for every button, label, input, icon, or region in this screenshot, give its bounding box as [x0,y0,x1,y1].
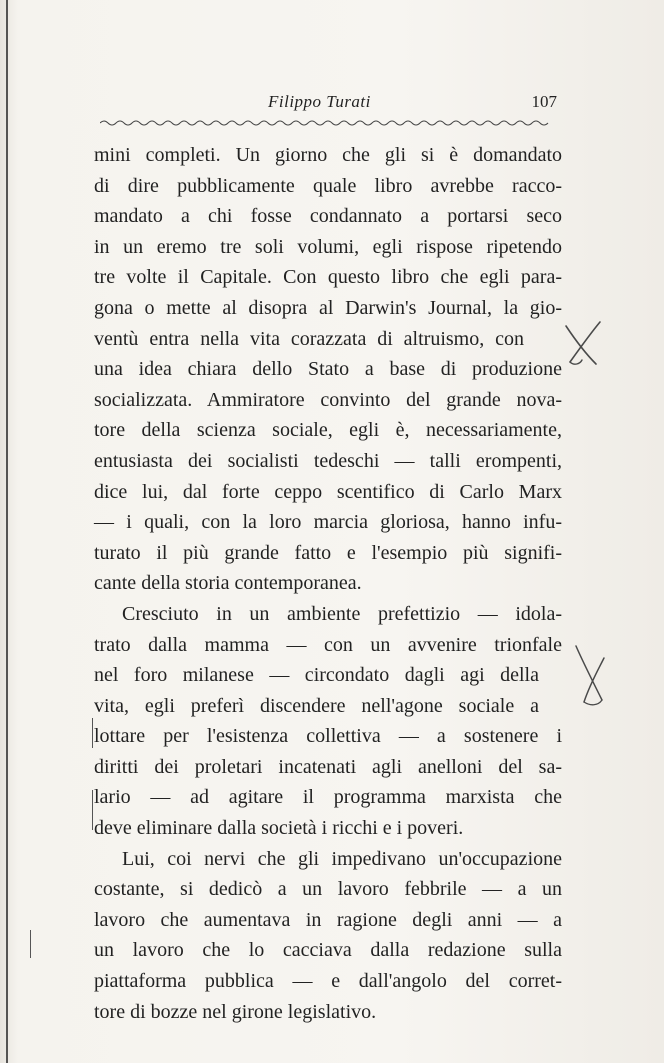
text-line: Cresciuto in un ambiente prefettizio — idola- [122,602,562,625]
paragraph [94,844,562,1028]
text-line: lottare per l'esistenza collettiva — a sostenere i [94,725,562,748]
running-head: Filippo Turati [268,92,371,111]
text-line: ventù entra nella vita corazzata di altruismo, con [94,327,524,350]
page-number: 107 [531,92,557,111]
text-line: turato il più grande fatto e l'esempio più signifi- [94,541,562,564]
text-line: piattaforma pubblica — e dall'angolo del corret- [94,970,562,993]
pencil-x-mark-icon [572,640,612,710]
text-line: di dire pubblicamente quale libro avrebbe racco- [94,174,562,197]
text-line: mandato a chi fosse condannato a portarsi seco [94,205,562,228]
text-line: costante, si dedicò a un lavoro febbrile — a un [94,878,562,901]
binding-edge [6,0,8,1063]
pencil-x-mark-icon [562,318,604,370]
page-header [100,90,565,120]
text-line: lario — ad agitare il programma marxista che [94,786,562,809]
text-line: Lui, coi nervi che gli impedivano un'occupazione [122,847,562,870]
text-line: deve eliminare dalla società i ricchi e i poveri. [94,817,464,840]
body-text [94,140,562,1027]
text-line: lavoro che aumentava in ragione degli anni — a [94,908,562,931]
margin-pencil-stroke [92,790,93,830]
text-line: nel foro milanese — circondato dagli agi della [94,664,539,687]
text-line: una idea chiara dello Stato a base di produzione [94,358,562,381]
margin-pencil-stroke [30,930,31,958]
text-line: dice lui, dal forte ceppo scentifico di Carlo Marx [94,480,562,503]
text-line: in un eremo tre soli volumi, egli rispose ripetendo [94,235,562,258]
text-line: cante della storia contemporanea. [94,572,362,595]
ornamental-wavy-rule [100,118,555,128]
text-line: diritti dei proletari incatenati agli anelloni del sa- [94,755,562,778]
text-line: socializzata. Ammiratore convinto del grande nova- [94,388,562,411]
text-line: entusiasta dei socialisti tedeschi — talli erompenti, [94,449,562,472]
text-line: — i quali, con la loro marcia gloriosa, hanno infu- [94,511,562,534]
margin-pencil-stroke [92,718,93,748]
text-line: gona o mette al disopra al Darwin's Journal, la gio- [94,296,562,319]
paragraph [94,140,562,599]
text-line: tore di bozze nel girone legislativo. [94,1000,377,1023]
text-line: tore della scienza sociale, egli è, necessariamente, [94,419,562,442]
text-line: mini completi. Un giorno che gli si è domandato [94,144,562,166]
text-line: tre volte il Capitale. Con questo libro che egli para- [94,266,562,289]
text-line: vita, egli preferì discendere nell'agone sociale a [94,694,539,717]
text-line: un lavoro che lo cacciava dalla redazione sulla [94,939,562,962]
text-line: trato dalla mamma — con un avvenire trionfale [94,633,562,656]
paragraph [94,599,562,844]
